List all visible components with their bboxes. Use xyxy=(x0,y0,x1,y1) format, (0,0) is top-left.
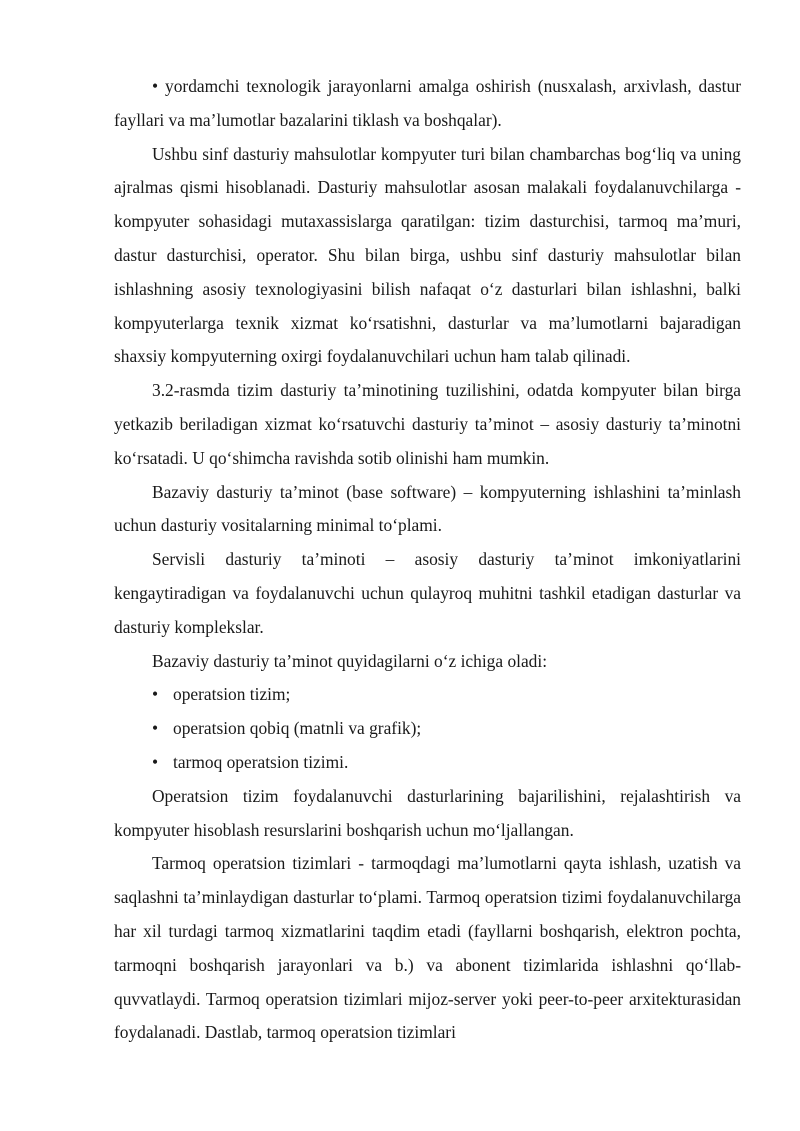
list-item xyxy=(114,746,741,780)
paragraph-base-software-includes: Bazaviy dasturiy ta’minot quyidagilarni o‘z ichiga oladi: xyxy=(152,650,548,671)
paragraph-operating-system: Operatsion tizim foydalanuvchi dasturlarining bajarilishini, rejalashtirish va kompyuter hisoblash resurslarini boshqarish uchun mo‘ljallangan. xyxy=(114,785,741,840)
list-item-text: tarmoq operatsion tizimi. xyxy=(173,751,349,772)
list-item xyxy=(114,712,741,746)
list-item-text: operatsion tizim; xyxy=(173,684,291,705)
document-page xyxy=(114,70,741,1050)
bullet-icon: • xyxy=(152,751,159,772)
paragraph-software-class: Ushbu sinf dasturiy mahsulotlar kompyuter turi bilan chambarchas bog‘liq va uning ajralmas qismi hisoblanadi. Dasturiy mahsulotlar asosan malakali foydalanuvchilarga - kompyuter sohasidagi mutaxassislarga qaratilgan: tizim dasturchisi, tarmoq ma’muri, dastur dasturchisi, operator. Shu bilan birga, ushbu sinf dasturiy mahsulotlar bilan ishlashning asosiy texnologiyasini bilish nafaqat o‘z dasturlari bilan ishlashni, balki kompyuterlarga texnik xizmat ko‘rsatishni, dasturlar va ma’lumotlarni bajaradigan shaxsiy kompyuterning oxirgi foydalanuvchilari uchun ham talab qilinadi. xyxy=(114,143,741,367)
paragraph-figure-reference: 3.2-rasmda tizim dasturiy ta’minotining tuzilishini, odatda kompyuter bilan birga yetkazib beriladigan xizmat ko‘rsatuvchi dasturiy ta’minot – asosiy dasturiy ta’minotni ko‘rsatadi. U qo‘shimcha ravishda sotib olinishi ham mumkin. xyxy=(114,380,741,468)
paragraph-auxiliary-processes: • yordamchi texnologik jarayonlarni amalga oshirish (nusxalash, arxivlash, dastur fayllari va ma’lumotlar bazalarini tiklash va boshqalar). xyxy=(114,76,741,130)
bullet-icon: • xyxy=(152,684,159,705)
paragraph-network-os: Tarmoq operatsion tizimlari - tarmoqdagi ma’lumotlarni qayta ishlash, uzatish va saqlashni ta’minlaydigan dasturlar to‘plami. Tarmoq operatsion tizimi foydalanuvchilarga har xil turdagi tarmoq xizmatlarini taqdim etadi (fayllarni boshqarish, elektron pochta, tarmoqni boshqarish jarayonlari va b.) va abonent tizimlarida ishlashni qo‘llab-quvvatlaydi. Tarmoq operatsion tizimlari mijoz-server yoki peer-to-peer arxitekturasidan foydalanadi. Dastlab, tarmoq operatsion tizimlari xyxy=(114,853,741,1043)
bullet-icon: • xyxy=(152,718,159,739)
list-item-text: operatsion qobiq (matnli va grafik); xyxy=(173,718,422,739)
paragraph-service-software: Servisli dasturiy ta’minoti – asosiy dasturiy ta’minot imkoniyatlarini kengaytiradigan va foydalanuvchi uchun qulayroq muhitni tashkil etadigan dasturlar va dasturiy komplekslar. xyxy=(114,549,741,637)
list-item xyxy=(114,678,741,712)
paragraph-base-software: Bazaviy dasturiy ta’minot (base software) – kompyuterning ishlashini ta’minlash uchun dasturiy vositalarning minimal to‘plami. xyxy=(114,481,741,536)
